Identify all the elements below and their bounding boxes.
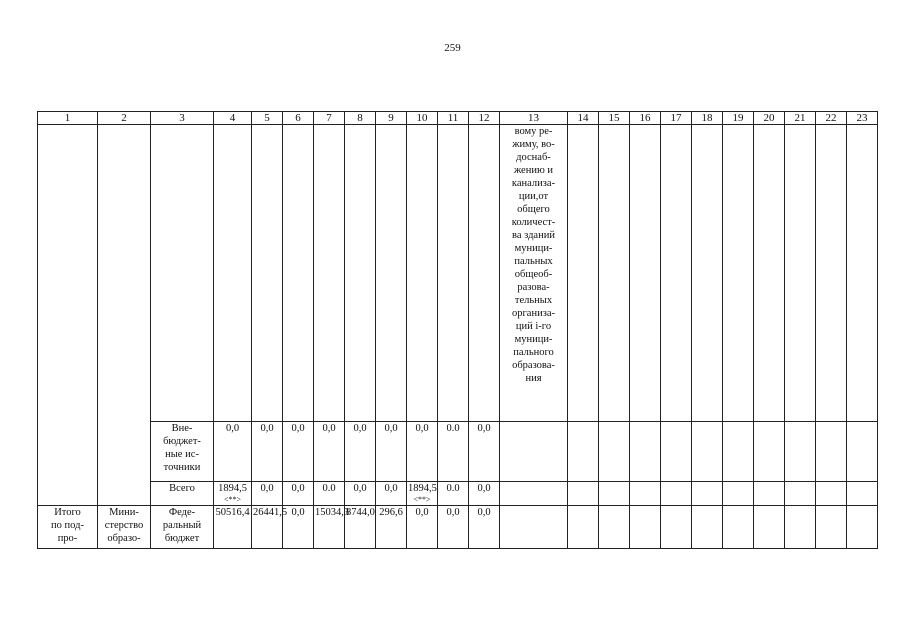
col-header-9: 9: [376, 112, 407, 125]
table-header-row: [38, 112, 878, 125]
cell-col2-empty: [98, 125, 151, 506]
value-cell: 0.0: [314, 482, 345, 506]
col-header-8: 8: [345, 112, 376, 125]
value-cell: 0,0: [283, 422, 314, 482]
value-cell: 0,0: [283, 482, 314, 506]
total-value: 1894,5: [408, 483, 437, 494]
value-cell: 0,0: [283, 506, 314, 549]
col-header-15: 15: [599, 112, 630, 125]
value-cell: 0,0: [345, 422, 376, 482]
total-value-cell: [407, 482, 438, 506]
value-cell: 0,0: [469, 482, 500, 506]
summary-row: [38, 506, 878, 549]
col-header-16: 16: [630, 112, 661, 125]
col-header-18: 18: [692, 112, 723, 125]
value-cell: 0,0: [407, 506, 438, 549]
indicator-row: [38, 125, 878, 422]
total-value-cell: [214, 482, 252, 506]
source-label-extrabudget: Вне- бюджет- ные ис- точники: [151, 422, 214, 482]
page-number: 259: [444, 42, 461, 54]
col-header-20: 20: [754, 112, 785, 125]
value-cell: 0,0: [469, 422, 500, 482]
value-cell: 0,0: [252, 482, 283, 506]
col-header-1: 1: [38, 112, 98, 125]
col-header-6: 6: [283, 112, 314, 125]
col-header-11: 11: [438, 112, 469, 125]
ministry-label: Мини- стерство образо-: [98, 506, 151, 549]
source-label-total: Всего: [151, 482, 214, 506]
summary-label: Итого по под- про-: [38, 506, 98, 549]
value-cell: 0,0: [438, 506, 469, 549]
source-label-federal: Феде- ральный бюджет: [151, 506, 214, 549]
value-cell: 8744,0: [345, 506, 376, 549]
extrabudget-row: [38, 422, 878, 482]
total-row: [38, 482, 878, 506]
col-header-7: 7: [314, 112, 345, 125]
col-header-4: 4: [214, 112, 252, 125]
value-cell: 0,0: [314, 422, 345, 482]
budget-table: [37, 111, 878, 549]
cell-col3-empty: [151, 125, 214, 422]
total-value: 1894,5: [218, 483, 247, 494]
value-cell: 0.0: [438, 422, 469, 482]
value-cell: 0,0: [345, 482, 376, 506]
col-header-2: 2: [98, 112, 151, 125]
value-cell: 296,6: [376, 506, 407, 549]
value-cell: 0.0: [438, 482, 469, 506]
value-cell: 0,0: [252, 422, 283, 482]
col-header-10: 10: [407, 112, 438, 125]
footnote-mark: <**>: [223, 495, 242, 504]
col-header-3: 3: [151, 112, 214, 125]
value-cell: 15034,3: [314, 506, 345, 549]
footnote-mark: <**>: [413, 495, 431, 504]
col-header-19: 19: [723, 112, 754, 125]
value-cell: 0,0: [469, 506, 500, 549]
col-header-5: 5: [252, 112, 283, 125]
col-header-22: 22: [816, 112, 847, 125]
col-header-12: 12: [469, 112, 500, 125]
col-header-17: 17: [661, 112, 692, 125]
value-cell: 0,0: [376, 482, 407, 506]
col-header-23: 23: [847, 112, 878, 125]
value-cell: 0,0: [376, 422, 407, 482]
cell-col1-empty: [38, 125, 98, 506]
value-cell: 0,0: [407, 422, 438, 482]
value-cell: 0,0: [214, 422, 252, 482]
indicator-description: вому ре- жиму, во- доснаб- жению и канализа- ции,от общего количест- ва зданий муници- пальных общеоб- разова- тельных организа- ций i-го муници- пального образова- ния: [500, 125, 568, 422]
value-cell: 50516,4: [214, 506, 252, 549]
col-header-14: 14: [568, 112, 599, 125]
col-header-21: 21: [785, 112, 816, 125]
value-cell: 26441,5: [252, 506, 283, 549]
col-header-13: 13: [500, 112, 568, 125]
